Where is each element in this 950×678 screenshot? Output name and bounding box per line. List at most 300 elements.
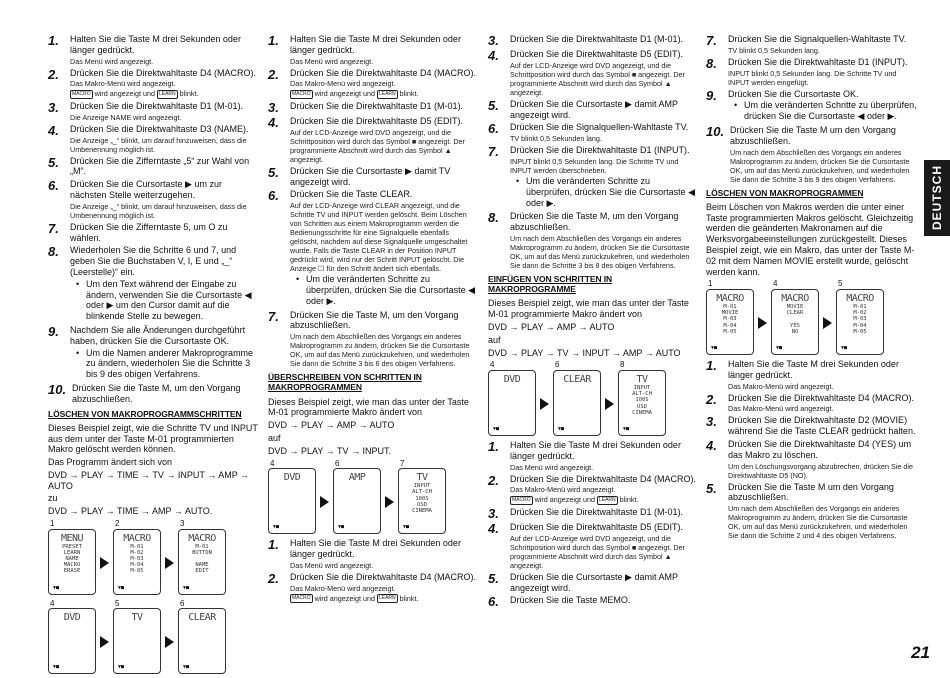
lcd-sequence [48, 599, 258, 675]
step-text: Drücken Sie die Direktwahltaste D4 (MACRO). [290, 571, 477, 582]
step-number: 7. [706, 33, 717, 48]
lcd-line [554, 397, 600, 403]
instruction-step [488, 595, 698, 608]
lcd-indicator: ▼■ [493, 425, 500, 432]
arrow-right-icon [540, 398, 549, 410]
lcd-line: NO [791, 328, 799, 335]
lcd-title: DVD [503, 373, 521, 385]
step-number: 5. [706, 480, 717, 496]
step-body [510, 99, 698, 121]
step-body [290, 101, 478, 114]
step-text: Drücken Sie die Taste MEMO. [510, 595, 631, 606]
note-text: blinkt. [399, 593, 419, 603]
step-body [510, 572, 698, 594]
step-number: 5. [488, 570, 499, 586]
step-number: 3. [488, 33, 499, 48]
instruction-step [48, 325, 258, 381]
lcd-indicator: ▼■ [338, 524, 345, 531]
step-body [510, 507, 698, 520]
lcd-line: ERASE [63, 568, 81, 575]
lcd-line: 100S [415, 495, 429, 502]
step-note: INPUT blinkt 0,5 Sekunden lang. Die Schritte TV und INPUT werden eingefügt. [728, 68, 897, 87]
instruction-step [48, 245, 258, 323]
macro-key-icon: MACRO [512, 496, 531, 503]
lcd-step [398, 459, 446, 535]
instruction-step [48, 34, 258, 66]
bullet-point [290, 274, 478, 306]
step-body [510, 440, 698, 472]
step-body [728, 57, 918, 87]
instruction-step [48, 383, 258, 405]
section-heading: LÖSCHEN VON MAKROPROGRAMMSCHRITTEN [48, 408, 242, 419]
lcd-screen [113, 529, 161, 595]
note-text: wird angezeigt und [314, 89, 375, 99]
bullet-dot: • [76, 347, 80, 358]
lcd-title: MACRO [846, 292, 874, 304]
step-number: 10. [48, 381, 67, 397]
instruction-step [268, 116, 478, 164]
instruction-step [706, 482, 918, 541]
step-number: 7. [488, 144, 499, 160]
lcd-step-number: 1 [50, 519, 55, 529]
key-display-note [510, 495, 698, 505]
step-text: Drücken Sie die Zifferntaste „5“ zur Wahl von „M“. [70, 155, 250, 177]
key-display-note [290, 89, 478, 99]
bullet-text: Um die Namen anderer Makroprogramme zu ändern, wiederholen Sie die Schritte 3 bis 9 des obigen Verfahrens. [86, 347, 254, 380]
step-text: Drücken Sie die Cursortaste ▶ damit TV angezeigt wird. [290, 165, 451, 187]
instruction-step [48, 124, 258, 154]
lcd-line: M-04 [723, 322, 737, 329]
instruction-step [706, 359, 918, 391]
step-body [728, 393, 918, 414]
step-number: 5. [268, 164, 279, 180]
step-body [290, 310, 478, 369]
step-text: Drücken Sie die Direktwahltaste D1 (INPUT). [510, 145, 690, 156]
key-display-note [290, 594, 478, 604]
instruction-step [488, 474, 698, 505]
column-1 [48, 34, 258, 678]
instruction-step [268, 189, 478, 307]
lcd-step [618, 360, 666, 436]
step-number: 5. [48, 154, 59, 170]
lcd-sequence [48, 519, 258, 595]
lcd-line: CINEMA [632, 409, 652, 416]
lcd-line: M-01 [723, 303, 737, 310]
instruction-step [488, 440, 698, 472]
lcd-line: 100S [635, 397, 649, 404]
paragraph: auf [488, 334, 501, 345]
step-body [510, 595, 698, 608]
lcd-screen [553, 370, 601, 436]
step-number: 6. [48, 178, 59, 194]
step-note: Das Makro-Menü wird angezeigt. [70, 79, 176, 89]
step-body [728, 359, 918, 391]
instruction-step [488, 522, 698, 570]
lcd-step [553, 360, 601, 436]
bullet-point [70, 348, 258, 380]
step-text: Drücken Sie die Cursortaste OK. [728, 88, 859, 99]
lcd-screen [618, 370, 666, 436]
lcd-step-number: 4 [270, 458, 275, 468]
step-text: Drücken Sie die Cursortaste ▶ um zur nächsten Stelle weiterzugehen. [70, 179, 222, 200]
bullet-point [728, 100, 918, 122]
lcd-title: CLEAR [188, 612, 216, 624]
lcd-screen [48, 608, 96, 674]
step-text: Drücken Sie die Taste M, um den Vorgang abzuschließen. [290, 309, 459, 331]
lcd-line: M-04 [130, 562, 144, 569]
instruction-step [268, 166, 478, 188]
step-number: 1. [268, 537, 279, 553]
step-body [290, 189, 478, 307]
lcd-title: DVD [63, 612, 81, 624]
lcd-indicator: ▼■ [118, 664, 125, 671]
lcd-step [48, 599, 96, 675]
step-note: Das Makro-Menü wird angezeigt. [728, 381, 834, 391]
lcd-line [114, 636, 160, 642]
lcd-screen [178, 608, 226, 674]
lcd-screen [398, 468, 446, 534]
paragraph: Beim Löschen von Makros werden die unter einer Taste programmierten Makros gelöscht. Gleichzeitig werden die geänderten Makronamen auf die Werksvorgabeeinstellungen zurückgestellt. Dieses Beispiel zeigt, wie ein Makro, das unter der Taste M-02 mit dem Namen MOVIE erstellt wurde, gelöscht werden kann. [706, 201, 915, 277]
step-text: Halten Sie die Taste M drei Sekunden oder länger gedrückt. [290, 34, 461, 55]
lcd-line: M-03 [130, 556, 144, 563]
step-text: Drücken Sie die Signalquellen-Wahltaste TV. [728, 34, 907, 44]
instruction-step [488, 122, 698, 143]
step-body [70, 156, 258, 178]
step-number: 3. [706, 414, 717, 430]
lcd-indicator: ▼■ [118, 584, 125, 591]
lcd-line: NAME [195, 562, 209, 569]
step-number: 3. [48, 99, 59, 115]
step-text: Drücken Sie die Direktwahltaste D4 (YES) um das Makro zu löschen. [728, 438, 912, 460]
lcd-title: TV [416, 472, 428, 484]
instruction-step [48, 101, 258, 122]
bullet-dot: • [76, 278, 80, 289]
step-body [70, 124, 258, 154]
lcd-line: M-02 [130, 549, 144, 556]
step-note: TV blinkt 0,5 Sekunden lang. [728, 45, 820, 55]
learn-key-icon: LEARN [378, 595, 396, 602]
step-number: 1. [48, 33, 59, 48]
arrow-right-icon [100, 557, 109, 569]
lcd-line [489, 397, 535, 403]
lcd-title: MACRO [781, 292, 809, 304]
sequence-to: DVD → PLAY → TIME → AMP → AUTO. [48, 506, 213, 517]
step-note: Die Anzeige „_“ blinkt, um darauf hinzuweisen, dass die Umbenennung möglich ist. [70, 201, 247, 220]
lcd-step [488, 360, 536, 436]
step-body [510, 474, 698, 505]
step-note: Auf der LCD-Anzeige wird DVD angezeigt, und die Schrittposition wird durch das Symbol ■ angezeigt. Der programmierte Abschnitt wird durch das Symbol ▲ angezeigt. [510, 533, 685, 570]
lcd-line: MACRO [63, 562, 81, 569]
bullet-point [510, 176, 698, 208]
step-text: Drücken Sie die Direktwahltaste D1 (M-01). [290, 100, 464, 111]
step-note: INPUT blinkt 0,5 Sekunden lang. Die Schritte TV und INPUT werden überschrieben. [510, 156, 679, 175]
lcd-line [49, 636, 95, 642]
step-body [290, 166, 478, 188]
step-text: Nachdem Sie alle Änderungen durchgeführt haben, drücken Sie die Cursortaste OK. [70, 324, 246, 346]
lcd-step-number: 3 [180, 519, 185, 529]
lcd-step [836, 279, 884, 355]
macro-key-icon: MACRO [292, 595, 311, 602]
step-text: Wiederholen Sie die Schritte 6 und 7, und geben Sie die Buchstaben V, I, E und „_“ (Leerstelle)“ ein. [70, 245, 237, 277]
section-heading: ÜBERSCHREIBEN VON SCHRITTEN IN MAKROPROGRAMMEN [268, 372, 422, 393]
lcd-indicator: ▼■ [183, 584, 190, 591]
step-note: Auf der LCD-Anzeige wird CLEAR angezeigt, und die Schritte TV und INPUT werden gelöscht. Beim Löschen von Schritten aus einem Makroprogramm werden die Bedienungsschritte für eine Signalquelle ebenfalls gelöscht, nachdem auf diese Signalquelle umgeschaltet wurde. Falls die Taste CLEAR in der Position INPUT gedrückt wird, wird nur der Schritt INPUT gelöscht. Die Anzeige ☐ für den Schritt ändert sich ebenfalls. [290, 201, 468, 274]
lcd-line: M-05 [723, 328, 737, 335]
paragraph: Dieses Beispiel zeigt, wie man das unter der Taste M-01 programmierte Makro ändert von [268, 396, 469, 418]
instruction-step [48, 179, 258, 220]
lcd-indicator: ▼■ [841, 344, 848, 351]
lcd-step [706, 279, 754, 355]
step-note: Das Makro-Menü wird angezeigt. [290, 583, 396, 593]
step-body [290, 34, 478, 66]
step-body [70, 325, 258, 381]
step-number: 1. [268, 33, 279, 48]
language-tab: DEUTSCH [924, 160, 950, 236]
step-text: Drücken Sie die Direktwahltaste D4 (MACRO). [510, 473, 697, 484]
step-number: 2. [488, 472, 499, 488]
lcd-line: M-05 [130, 568, 144, 575]
lcd-screen [706, 289, 754, 355]
lcd-step-number: 6 [555, 360, 560, 370]
instruction-step [706, 439, 918, 480]
lcd-title: TV [636, 373, 648, 385]
lcd-step [113, 519, 161, 595]
lcd-step-number: 4 [773, 279, 778, 289]
lcd-step-number: 6 [180, 598, 185, 608]
paragraph: zu [48, 493, 58, 504]
step-text: Halten Sie die Taste M drei Sekunden oder länger gedrückt. [70, 34, 241, 55]
step-number: 7. [268, 308, 279, 324]
step-text: Drücken Sie die Direktwahltaste D1 (INPUT). [728, 56, 908, 67]
step-number: 9. [706, 87, 717, 103]
step-body [290, 572, 478, 603]
bullet-text: Um die veränderten Schritte zu überprüfen, drücken Sie die Cursortaste ◀ oder ▶. [744, 100, 917, 122]
instruction-step [268, 34, 478, 66]
step-body [70, 34, 258, 66]
lcd-line: OSD [637, 403, 647, 410]
step-note: Das Makro-Menü wird angezeigt. [290, 79, 396, 89]
instruction-step [488, 145, 698, 209]
step-text: Drücken Sie die Direktwahltaste D5 (EDIT). [510, 49, 684, 59]
lcd-title: CLEAR [563, 373, 591, 385]
lcd-step-number: 1 [708, 279, 713, 289]
instruction-step [268, 101, 478, 114]
step-body [70, 68, 258, 99]
lcd-indicator: ▼■ [776, 344, 783, 351]
step-body [290, 538, 478, 570]
lcd-line: MOVIE [721, 310, 739, 317]
step-text: Drücken Sie die Direktwahltaste D1 (M-01). [70, 100, 244, 111]
step-body [70, 245, 258, 323]
lcd-line [334, 496, 380, 502]
lcd-title: MACRO [188, 532, 216, 544]
lcd-indicator: ▼■ [53, 584, 60, 591]
section-heading: LÖSCHEN VON MAKROPROGRAMMEN [706, 187, 864, 198]
lcd-step-number: 8 [620, 360, 625, 370]
bullet-text: Um die veränderten Schritte zu überprüfen, drücken Sie die Cursortaste ◀ oder ▶. [306, 274, 476, 306]
lcd-step [113, 599, 161, 675]
lcd-indicator: ▼■ [711, 344, 718, 351]
step-number: 2. [268, 66, 279, 82]
step-text: Drücken Sie die Cursortaste ▶ damit AMP angezeigt wird. [510, 571, 678, 593]
lcd-step-number: 6 [335, 458, 340, 468]
arrow-right-icon [320, 496, 329, 508]
lcd-screen [836, 289, 884, 355]
sequence-to: DVD → PLAY → TV → INPUT. [268, 445, 392, 456]
note-text: blinkt. [179, 89, 199, 99]
step-body [72, 383, 258, 405]
column-4 [706, 34, 918, 542]
arrow-right-icon [385, 496, 394, 508]
step-text: Drücken Sie die Signalquellen-Wahltaste TV. [510, 122, 689, 133]
step-text: Drücken Sie die Direktwahltaste D2 (MOVIE) während Sie die Taste CLEAR gedrückt halten. [728, 415, 916, 437]
step-number: 8. [706, 55, 717, 71]
step-number: 8. [48, 244, 59, 260]
lcd-step [333, 459, 381, 535]
paragraph: auf [268, 432, 281, 443]
arrow-right-icon [823, 317, 832, 329]
lcd-line: M-04 [853, 322, 867, 329]
step-body [728, 89, 918, 123]
lcd-line: YES [790, 322, 800, 329]
step-note: TV blinkt 0,5 Sekunden lang. [510, 134, 602, 144]
step-text: Drücken Sie die Taste M um den Vorgang abzuschließen. [730, 124, 896, 146]
lcd-line [269, 496, 315, 502]
step-note: Das Makro-Menü wird angezeigt. [728, 404, 834, 414]
step-number: 4. [48, 122, 59, 138]
lcd-screen [48, 529, 96, 595]
key-display-note [70, 89, 258, 99]
instruction-step [48, 222, 258, 244]
step-number: 8. [488, 210, 499, 226]
step-text: Drücken Sie die Direktwahltaste D4 (MACRO). [70, 67, 257, 78]
step-number: 4. [706, 437, 717, 453]
bullet-point [70, 279, 258, 322]
note-text: wird angezeigt und [534, 495, 595, 505]
lcd-line: PRESET [62, 543, 82, 550]
lcd-screen [333, 468, 381, 534]
step-text: Halten Sie die Taste M drei Sekunden oder länger gedrückt. [510, 439, 681, 461]
instruction-step [268, 310, 478, 369]
lcd-indicator: ▼■ [558, 425, 565, 432]
step-body [728, 482, 918, 541]
step-body [510, 49, 698, 97]
step-note: Das Menü wird angezeigt. [290, 560, 374, 570]
bullet-dot: • [734, 100, 738, 111]
lcd-title: MACRO [716, 292, 744, 304]
step-body [290, 116, 478, 164]
lcd-line: OSD [417, 501, 427, 508]
instruction-step [488, 34, 698, 47]
arrow-right-icon [165, 636, 174, 648]
section-heading: EINFÜGEN VON SCHRITTEN IN MAKROPROGRAMME [488, 273, 613, 295]
lcd-title: MACRO [123, 532, 151, 544]
step-number: 3. [488, 505, 499, 521]
step-body [728, 34, 918, 55]
paragraph: Dieses Beispiel zeigt, wie die Schritte TV und INPUT aus dem unter der Taste M-01 programmierten Makro gelöscht werden können. [48, 422, 258, 455]
lcd-indicator: ▼■ [53, 664, 60, 671]
lcd-step [268, 459, 316, 535]
step-number: 9. [48, 323, 59, 339]
step-number: 4. [488, 520, 499, 536]
step-body [290, 68, 478, 99]
lcd-step [178, 519, 226, 595]
instruction-step [706, 89, 918, 123]
step-number: 2. [706, 391, 717, 407]
step-text: Drücken Sie die Direktwahltaste D3 (NAME). [70, 123, 249, 134]
bullet-dot: • [296, 274, 300, 285]
lcd-step-number: 2 [115, 519, 120, 529]
step-body [510, 522, 698, 570]
step-body [70, 179, 258, 220]
step-number: 6. [268, 188, 279, 204]
step-text: Drücken Sie die Direktwahltaste D5 (EDIT). [510, 521, 684, 532]
step-note: Die Anzeige NAME wird angezeigt. [70, 112, 182, 122]
column-2 [268, 34, 478, 605]
paragraph: Dieses Beispiel zeigt, wie man das unter der Taste M-01 programmierte Makro ändert von [488, 298, 689, 320]
arrow-right-icon [100, 636, 109, 648]
lcd-step-number: 4 [50, 598, 55, 608]
step-note: Das Menü wird angezeigt. [70, 56, 154, 66]
paragraph: Das Programm ändert sich von [48, 457, 173, 468]
sequence-to: DVD → PLAY → TV → INPUT → AMP → AUTO [488, 347, 681, 358]
lcd-line: M-03 [853, 316, 867, 323]
lcd-line: CLEAR [786, 310, 804, 317]
lcd-title: TV [131, 612, 143, 624]
bullet-text: Um die veränderten Schritte zu überprüfen, drücken Sie die Cursortaste ◀ oder ▶. [526, 175, 696, 208]
lcd-line: ALT-CH [412, 489, 432, 496]
lcd-screen [771, 289, 819, 355]
arrow-right-icon [758, 317, 767, 329]
lcd-line: INPUT [413, 483, 431, 490]
lcd-line: M-03 [723, 316, 737, 323]
step-text: Drücken Sie die Direktwahltaste D5 (EDIT). [290, 115, 464, 126]
instruction-step [268, 572, 478, 603]
step-text: Drücken Sie die Direktwahltaste D1 (M-01). [510, 506, 684, 517]
lcd-screen [113, 608, 161, 674]
lcd-title: AMP [348, 472, 366, 484]
lcd-line: EDIT [195, 568, 209, 575]
lcd-line: M-01 [195, 543, 209, 550]
learn-key-icon: LEARN [158, 90, 176, 97]
step-number: 1. [488, 438, 499, 454]
step-note: Das Makro-Menü wird angezeigt. [510, 485, 616, 495]
instruction-step [488, 507, 698, 520]
lcd-indicator: ▼■ [273, 524, 280, 531]
lcd-step-number: 7 [400, 458, 405, 468]
step-note: Das Menü wird angezeigt. [290, 56, 374, 66]
instruction-step [706, 415, 918, 437]
instruction-step [48, 68, 258, 99]
lcd-step [48, 519, 96, 595]
step-number: 7. [48, 220, 59, 236]
lcd-line: ALT-CH [632, 391, 652, 398]
step-note: Um nach dem Abschließen des Vorgangs ein anderes Makroprogramm zu ändern, drücken Sie die Cursortaste OK, um auf das Menü zurückzukehren, und wiederholen Sie dann die Schritte 2 und 4 des obigen Verfahrens. [728, 504, 908, 541]
step-number: 6. [488, 594, 499, 610]
step-body [730, 125, 918, 184]
macro-key-icon: MACRO [72, 90, 91, 97]
lcd-step-number: 5 [838, 279, 843, 289]
instruction-step [268, 538, 478, 570]
step-note: Das Menü wird angezeigt. [510, 462, 594, 472]
step-text: Drücken Sie die Taste CLEAR. [290, 189, 413, 200]
instruction-step [706, 57, 918, 87]
step-number: 3. [268, 99, 279, 115]
lcd-line: BUTTON [192, 549, 212, 556]
sequence-from: DVD → PLAY → AMP → AUTO [488, 321, 615, 332]
lcd-line: LEARN [63, 549, 81, 556]
note-text: wird angezeigt und [94, 89, 155, 99]
